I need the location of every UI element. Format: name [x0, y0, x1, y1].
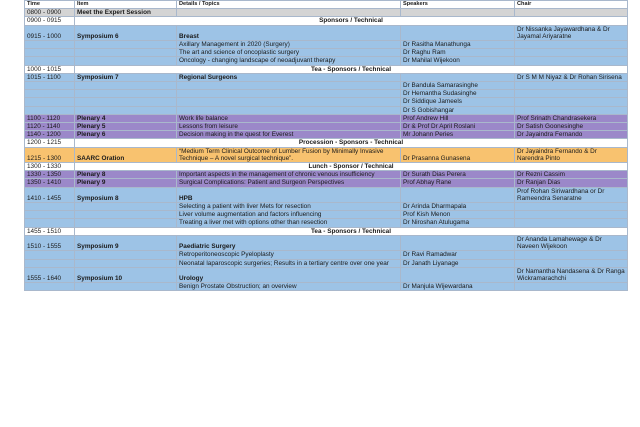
schedule-row	[25, 82, 628, 90]
schedule-row	[25, 203, 628, 211]
schedule-row	[25, 163, 628, 171]
speaker-cell	[401, 9, 515, 17]
chair-cell	[515, 203, 628, 211]
speaker-cell: Dr Arinda Dharmapala	[401, 203, 515, 211]
header-details: Details / Topics	[177, 1, 401, 9]
chair-cell	[515, 82, 628, 90]
session-cell	[75, 106, 177, 114]
break-cell: Sponsors / Technical	[75, 17, 628, 25]
time-cell	[25, 41, 75, 49]
break-cell: Procession - Sponsors - Technical	[75, 139, 628, 147]
chair-cell: Dr Jayaindra Fernando & Dr Narendra Pinto	[515, 147, 628, 162]
schedule-row	[25, 131, 628, 139]
time-cell: 1410 - 1455	[25, 187, 75, 202]
speaker-cell: Dr S Gobishangar	[401, 106, 515, 114]
schedule-row	[25, 179, 628, 187]
session-cell	[75, 203, 177, 211]
schedule-row	[25, 98, 628, 106]
chair-cell	[515, 9, 628, 17]
schedule-row	[25, 65, 628, 73]
chair-cell: Dr Ranjan Dias	[515, 179, 628, 187]
chair-cell	[515, 211, 628, 219]
speaker-cell	[401, 235, 515, 250]
time-cell	[25, 98, 75, 106]
time-cell: 0800 - 0900	[25, 9, 75, 17]
time-cell: 0900 - 0915	[25, 17, 75, 25]
speaker-cell: Prof Andrew Hill	[401, 114, 515, 122]
speaker-cell	[401, 73, 515, 81]
details-cell: Treating a liver met with options other than resection	[177, 219, 401, 227]
chair-cell: Dr Ananda Lamahewage & Dr Naveen Wijekoon	[515, 235, 628, 250]
time-cell: 1350 - 1410	[25, 179, 75, 187]
speaker-cell: Dr & Prof Dr April Roslani	[401, 123, 515, 131]
speaker-cell: Dr Janath Liyanage	[401, 259, 515, 267]
header-speakers: Speakers	[401, 1, 515, 9]
session-cell	[75, 259, 177, 267]
details-cell: Neonatal laparoscopic surgeries; Results in a tertiary centre over one year	[177, 259, 401, 267]
time-cell: 1300 - 1330	[25, 163, 75, 171]
break-cell: Lunch - Sponsor / Technical	[75, 163, 628, 171]
schedule-row	[25, 25, 628, 40]
session-cell	[75, 251, 177, 259]
details-cell: “Medium Term Clinical Outcome of Lumber Fusion by Minimally Invasive Technique – A novel surgical technique”.	[177, 147, 401, 162]
session-cell: Symposium 9	[75, 235, 177, 250]
speaker-cell: Dr Manjula Wijewardana	[401, 283, 515, 291]
speaker-cell: Dr Bandula Samarasinghe	[401, 82, 515, 90]
time-cell: 1140 - 1200	[25, 131, 75, 139]
schedule-row	[25, 49, 628, 57]
schedule-row	[25, 211, 628, 219]
chair-cell: Dr S M M Niyaz & Dr Rohan Sirisena	[515, 73, 628, 81]
session-cell: Plenary 5	[75, 123, 177, 131]
schedule-row	[25, 251, 628, 259]
chair-cell	[515, 106, 628, 114]
schedule-row	[25, 17, 628, 25]
speaker-cell	[401, 267, 515, 282]
schedule-table	[24, 0, 628, 291]
schedule-row	[25, 139, 628, 147]
chair-cell: Dr Jayaindra Fernando	[515, 131, 628, 139]
schedule-row	[25, 259, 628, 267]
details-cell: Retroperitoneoscopic Pyeloplasty	[177, 251, 401, 259]
schedule-row	[25, 171, 628, 179]
details-cell	[177, 9, 401, 17]
schedule-row	[25, 123, 628, 131]
header-time: Time	[25, 1, 75, 9]
time-cell: 1015 - 1100	[25, 73, 75, 81]
details-cell: Oncology - changing landscape of neoadjuvant therapy	[177, 57, 401, 65]
schedule-row	[25, 187, 628, 202]
session-cell: Symposium 7	[75, 73, 177, 81]
session-cell	[75, 57, 177, 65]
chair-cell	[515, 49, 628, 57]
time-cell	[25, 251, 75, 259]
chair-cell	[515, 98, 628, 106]
chair-cell	[515, 283, 628, 291]
schedule-row	[25, 219, 628, 227]
schedule-row	[25, 267, 628, 282]
schedule-row	[25, 41, 628, 49]
schedule-row	[25, 106, 628, 114]
chair-cell: Prof Rohan Siriwardhana or Dr Rameendra Senaratne	[515, 187, 628, 202]
chair-cell: Dr Rezni Cassim	[515, 171, 628, 179]
details-cell: The art and science of oncoplastic surgery	[177, 49, 401, 57]
details-cell	[177, 90, 401, 98]
chair-cell	[515, 259, 628, 267]
details-cell: Paediatric Surgery	[177, 235, 401, 250]
session-cell: Symposium 10	[75, 267, 177, 282]
time-cell	[25, 283, 75, 291]
time-cell: 1000 - 1015	[25, 65, 75, 73]
speaker-cell: Dr Prasanna Gunasena	[401, 147, 515, 162]
speaker-cell: Dr Mahilal Wijekoon	[401, 57, 515, 65]
schedule-body	[25, 1, 628, 291]
session-cell: Plenary 6	[75, 131, 177, 139]
schedule-row	[25, 147, 628, 162]
chair-cell	[515, 57, 628, 65]
details-cell: Urology	[177, 267, 401, 282]
time-cell: 0915 - 1000	[25, 25, 75, 40]
header-chair: Chair	[515, 1, 628, 9]
chair-cell: Prof Srinath Chandrasekera	[515, 114, 628, 122]
speaker-cell: Mr Johann Peries	[401, 131, 515, 139]
time-cell	[25, 203, 75, 211]
session-cell: Symposium 6	[75, 25, 177, 40]
session-cell	[75, 82, 177, 90]
time-cell: 1330 - 1350	[25, 171, 75, 179]
time-cell	[25, 49, 75, 57]
time-cell: 1555 - 1640	[25, 267, 75, 282]
schedule-row	[25, 73, 628, 81]
schedule-row	[25, 283, 628, 291]
time-cell	[25, 82, 75, 90]
speaker-cell: Dr Hemantha Sudasinghe	[401, 90, 515, 98]
session-cell: Meet the Expert Session	[75, 9, 177, 17]
chair-cell	[515, 41, 628, 49]
speaker-cell: Dr Surath Dias Perera	[401, 171, 515, 179]
speaker-cell: Dr Siddique Jameels	[401, 98, 515, 106]
speaker-cell: Dr Niroshan Atulugama	[401, 219, 515, 227]
details-cell: Work life balance	[177, 114, 401, 122]
session-cell	[75, 49, 177, 57]
time-cell	[25, 211, 75, 219]
chair-cell	[515, 251, 628, 259]
header-row	[25, 1, 628, 9]
time-cell	[25, 90, 75, 98]
session-cell	[75, 219, 177, 227]
chair-cell	[515, 219, 628, 227]
schedule-row	[25, 227, 628, 235]
chair-cell: Dr Nissanka Jayawardhana & Dr Jayamal Ariyaratne	[515, 25, 628, 40]
session-cell	[75, 283, 177, 291]
details-cell: Liver volume augmentation and factors influencing	[177, 211, 401, 219]
schedule-row	[25, 57, 628, 65]
break-cell: Tea - Sponsors / Technical	[75, 65, 628, 73]
details-cell	[177, 106, 401, 114]
schedule-row	[25, 114, 628, 122]
session-cell: Plenary 4	[75, 114, 177, 122]
schedule-row	[25, 235, 628, 250]
time-cell	[25, 57, 75, 65]
details-cell	[177, 98, 401, 106]
schedule-row	[25, 90, 628, 98]
details-cell	[177, 82, 401, 90]
details-cell: Lessons from leisure	[177, 123, 401, 131]
time-cell: 1455 - 1510	[25, 227, 75, 235]
session-cell: Symposium 8	[75, 187, 177, 202]
session-cell: Plenary 8	[75, 171, 177, 179]
details-cell: Benign Prostate Obstruction; an overview	[177, 283, 401, 291]
chair-cell: Dr Satish Goonesinghe	[515, 123, 628, 131]
time-cell	[25, 259, 75, 267]
speaker-cell: Prof Kish Menon	[401, 211, 515, 219]
details-cell: Breast	[177, 25, 401, 40]
speaker-cell	[401, 187, 515, 202]
time-cell: 1120 - 1140	[25, 123, 75, 131]
session-cell: Plenary 9	[75, 179, 177, 187]
chair-cell	[515, 90, 628, 98]
session-cell	[75, 98, 177, 106]
time-cell	[25, 219, 75, 227]
header-session: Item	[75, 1, 177, 9]
session-cell	[75, 90, 177, 98]
details-cell: Important aspects in the management of chronic venous insufficiency	[177, 171, 401, 179]
break-cell: Tea - Sponsors / Technical	[75, 227, 628, 235]
time-cell: 1510 - 1555	[25, 235, 75, 250]
details-cell: Decision making in the quest for Everest	[177, 131, 401, 139]
speaker-cell: Dr Ravi Ramadwar	[401, 251, 515, 259]
details-cell: Selecting a patient with liver Mets for resection	[177, 203, 401, 211]
schedule-row	[25, 9, 628, 17]
details-cell: Surgical Complications: Patient and Surgeon Perspectives	[177, 179, 401, 187]
session-cell	[75, 211, 177, 219]
speaker-cell	[401, 25, 515, 40]
details-cell: Axillary Management in 2020 (Surgery)	[177, 41, 401, 49]
session-cell	[75, 41, 177, 49]
chair-cell: Dr Namantha Nandasena & Dr Ranga Wickramarachchi	[515, 267, 628, 282]
time-cell: 1215 - 1300	[25, 147, 75, 162]
session-cell: SAARC Oration	[75, 147, 177, 162]
time-cell: 1200 - 1215	[25, 139, 75, 147]
speaker-cell: Prof Abhay Rane	[401, 179, 515, 187]
time-cell: 1100 - 1120	[25, 114, 75, 122]
details-cell: Regional Surgeons	[177, 73, 401, 81]
details-cell: HPB	[177, 187, 401, 202]
speaker-cell: Dr Rasitha Manathunga	[401, 41, 515, 49]
speaker-cell: Dr Raghu Ram	[401, 49, 515, 57]
time-cell	[25, 106, 75, 114]
